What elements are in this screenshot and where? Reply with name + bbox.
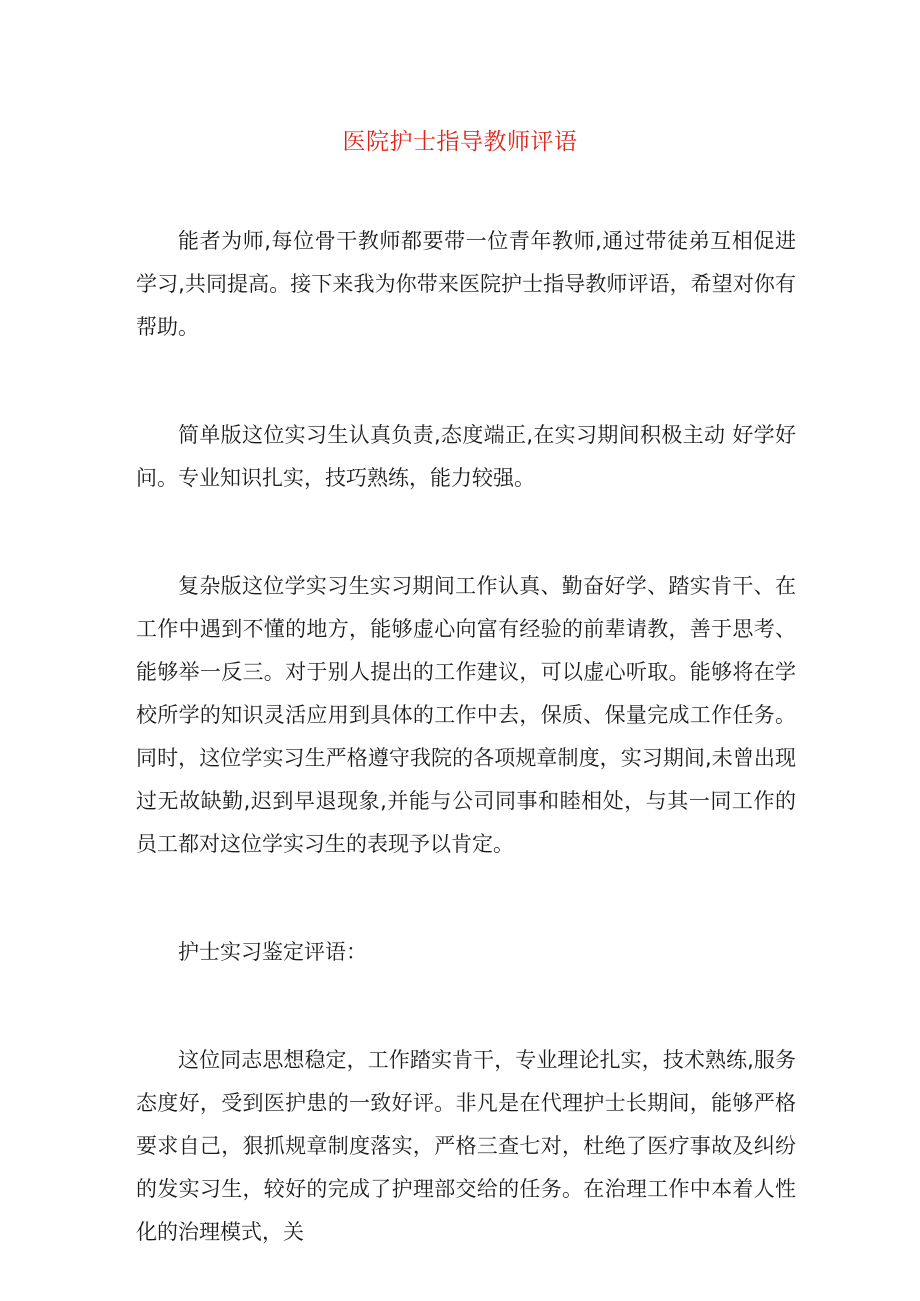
paragraph-complex-version: 复杂版这位学实习生实习期间工作认真、勤奋好学、踏实肯干、在工作中遇到不懂的地方，能够虚心向富有经验的前辈请教，善于思考、能够举一反三。对于别人提出的工作建议，可以虚心听取。能够将在学校所学的知识灵活应用到具体的工作中去，保质、保量完成工作任务。同时，这位学实习生严格遵守我院的各项规章制度，实习期间,未曾出现过无故缺勤,迟到早退现象,并能与公司同事和睦相处，与其一同工作的员工都对这位学实习生的表现予以肯定。	[136, 574, 796, 856]
paragraph-evaluation: 这位同志思想稳定，工作踏实肯干，专业理论扎实，技术熟练,服务态度好，受到医护患的一致好评。非凡是在代理护士长期间，能够严格要求自己，狠抓规章制度落实，严格三查七对，杜绝了医疗事故及纠纷的发实习生，较好的完成了护理部交给的任务。在治理工作中本着人性化的治理模式，关	[136, 1048, 796, 1244]
document-body	[136, 220, 796, 1254]
paragraph-section-heading: 护士实习鉴定评语：	[178, 940, 367, 964]
paragraph-intro: 能者为师,每位骨干教师都要带一位青年教师,通过带徒弟互相促进学习,共同提高。接下来我为你带来医院护士指导教师评语，希望对你有帮助。	[136, 229, 796, 339]
page-title: 医院护士指导教师评语	[342, 129, 578, 155]
paragraph-simple-version: 简单版这位实习生认真负责,态度端正,在实习期间积极主动 好学好问。专业知识扎实，技巧熟练，能力较强。	[136, 423, 796, 490]
